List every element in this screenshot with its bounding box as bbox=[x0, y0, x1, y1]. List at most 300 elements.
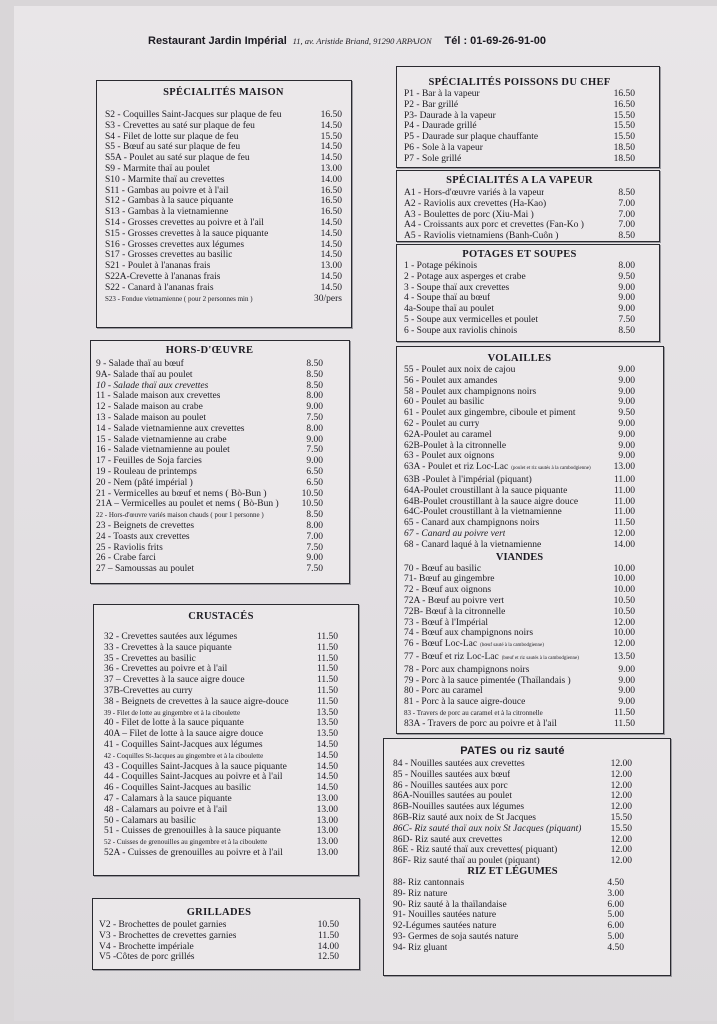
menu-item-label bbox=[404, 154, 461, 165]
dish-price: 11.50 bbox=[613, 718, 635, 729]
dish-name: P6 - Sole à la vapeur bbox=[404, 142, 483, 153]
dish-name: 19 - Rouleau de printemps bbox=[96, 466, 197, 477]
menu-item bbox=[105, 272, 342, 283]
menu-item bbox=[105, 207, 342, 218]
menu-item bbox=[404, 304, 635, 315]
dish-price: 10.00 bbox=[613, 574, 635, 585]
menu-item-label bbox=[96, 478, 193, 489]
dish-name: 17 - Feuilles de Soja farcies bbox=[96, 456, 202, 467]
dish-name: 37B-Crevettes au curry bbox=[104, 685, 193, 696]
menu-item bbox=[404, 272, 635, 283]
dish-price: 18.50 bbox=[613, 142, 635, 153]
menu-item bbox=[404, 462, 635, 475]
menu-item bbox=[96, 445, 323, 456]
dish-name: 42 - Coquilles St-Jacques au gingembre et à la ciboulette bbox=[104, 751, 264, 760]
section-title: SPÉCIALITÉS POISSONS DU CHEF bbox=[428, 77, 611, 88]
dish-note: (bœuf sauté à la cambodgienne) bbox=[480, 643, 544, 649]
dish-name: 77 - Bœuf et riz Loc-Lac bbox=[404, 651, 499, 662]
dish-price: 7.50 bbox=[306, 542, 323, 553]
dish-price: 15.50 bbox=[610, 823, 632, 834]
menu-item bbox=[404, 365, 635, 376]
dish-name: 44 - Coquilles Saint-Jacques au poivre et à l'ail bbox=[104, 772, 283, 783]
dish-price: 18.50 bbox=[613, 153, 635, 164]
menu-item bbox=[404, 607, 635, 618]
dish-name: 76 - Bœuf Loc-Lac bbox=[404, 639, 478, 650]
dish-price: 8.00 bbox=[306, 423, 323, 434]
menu-item bbox=[96, 359, 323, 370]
section-title: PATES ou riz sauté bbox=[460, 745, 565, 757]
menu-item bbox=[404, 574, 635, 585]
dish-name: 81 - Porc à la sauce aigre-douce bbox=[404, 697, 526, 708]
dish-name: 38 - Beignets de crevettes à la sauce aigre-douce bbox=[104, 696, 289, 707]
menu-item bbox=[99, 931, 339, 942]
menu-item bbox=[404, 315, 635, 326]
menu-item bbox=[404, 639, 635, 652]
dish-name: 9A- Salade thaï au poulet bbox=[96, 369, 193, 380]
dish-price: 6.00 bbox=[607, 899, 624, 910]
dish-name: 4 - Soupe thaï au bœuf bbox=[404, 293, 491, 304]
dish-name: S13 - Gambas à la vietnamienne bbox=[105, 207, 229, 218]
dish-price: 11.50 bbox=[613, 707, 635, 718]
dish-price: 14.50 bbox=[320, 282, 342, 293]
menu-item bbox=[404, 486, 635, 497]
menu-item bbox=[404, 154, 635, 165]
dish-price: 15.50 bbox=[613, 110, 635, 121]
dish-name: 50 - Calamars au basilic bbox=[104, 815, 196, 826]
menu-item bbox=[104, 816, 338, 827]
dish-name: 60 - Poulet au basilic bbox=[404, 397, 485, 408]
dish-name: 63B -Poulet à l'impérial (piquant) bbox=[404, 474, 532, 485]
dish-name: A4 - Croissants aux porc et crevettes (Fan-Ko ) bbox=[404, 220, 584, 231]
dish-price: 7.00 bbox=[618, 209, 635, 220]
dish-price: 13.50 bbox=[316, 729, 338, 740]
menu-item bbox=[105, 186, 342, 197]
menu-item-label bbox=[404, 408, 576, 419]
menu-item-label bbox=[104, 794, 232, 805]
dish-name: S14 - Grosses crevettes au poivre et à l'ail bbox=[105, 217, 264, 228]
dish-price: 14.50 bbox=[316, 772, 338, 783]
dish-price: 16.50 bbox=[320, 110, 342, 120]
menu-item bbox=[393, 813, 632, 824]
dish-name: P2 - Bar grillé bbox=[404, 99, 459, 110]
dish-price: 11.00 bbox=[613, 507, 635, 518]
menu-item-label bbox=[105, 250, 232, 261]
section-pates-riz bbox=[383, 738, 671, 976]
menu-item-label bbox=[404, 529, 505, 540]
menu-item-label bbox=[96, 413, 206, 424]
menu-item bbox=[105, 196, 342, 207]
dish-price: 6.50 bbox=[306, 477, 323, 488]
menu-item bbox=[104, 654, 338, 665]
menu-item bbox=[404, 652, 635, 665]
dish-name: 72 - Bœuf aux oignons bbox=[404, 585, 492, 596]
dish-name: 72B- Bœuf à la citronnelle bbox=[404, 606, 506, 617]
menu-item bbox=[393, 835, 632, 846]
dish-note: (poulet et riz sautés à la cambodgienne) bbox=[511, 466, 591, 472]
menu-item-label bbox=[105, 272, 220, 283]
dish-price: 8.50 bbox=[306, 380, 323, 391]
dish-name: 37 – Crevettes à la sauce aigre douce bbox=[104, 675, 245, 686]
menu-item-label bbox=[404, 261, 477, 272]
menu-item bbox=[105, 294, 342, 305]
dish-price: 9.00 bbox=[618, 365, 635, 375]
dish-name: S3 - Crevettes au saté sur plaque de feu bbox=[105, 120, 255, 131]
dish-name: 56 - Poulet aux amandes bbox=[404, 375, 498, 386]
menu-item-label bbox=[404, 564, 481, 575]
dish-price: 13.00 bbox=[316, 837, 338, 848]
dish-name: 80 - Porc au caramel bbox=[404, 686, 483, 697]
menu-item bbox=[96, 532, 323, 543]
dish-name: 63 - Poulet aux oignons bbox=[404, 451, 495, 462]
dish-price: 11.50 bbox=[317, 930, 339, 941]
menu-item bbox=[96, 456, 323, 467]
dish-price: 9.00 bbox=[306, 402, 323, 413]
menu-item-label bbox=[404, 639, 544, 652]
menu-item bbox=[393, 759, 632, 770]
section-title: VOLAILLES bbox=[487, 353, 552, 364]
dish-price: 8.50 bbox=[618, 231, 635, 242]
menu-item bbox=[105, 261, 342, 272]
dish-name: S23 - Fondue vietnamienne ( pour 2 personnes min ) bbox=[105, 294, 253, 303]
dish-price: 10.50 bbox=[317, 920, 339, 930]
menu-item-label bbox=[404, 486, 567, 497]
dish-price: 3.00 bbox=[607, 888, 624, 899]
menu-item bbox=[404, 507, 635, 518]
menu-item-label bbox=[104, 837, 267, 848]
menu-item bbox=[99, 920, 339, 931]
dish-name: V3 - Brochettes de crevettes garnies bbox=[99, 930, 237, 941]
menu-item-label bbox=[105, 110, 282, 121]
dish-name: 46 - Coquilles Saint-Jacques au basilic bbox=[104, 783, 251, 794]
menu-item-label bbox=[104, 816, 196, 827]
dish-name: 21A – Vermicelles au poulet et nems ( Bò-Bun ) bbox=[96, 499, 279, 510]
dish-price: 8.00 bbox=[618, 261, 635, 271]
dish-name: S22 - Canard à l'ananas frais bbox=[105, 282, 214, 293]
menu-item-label bbox=[104, 708, 240, 719]
dish-name: 1 - Potage pékinois bbox=[404, 261, 478, 271]
dish-name: 20 - Nem (pâté impérial ) bbox=[96, 477, 193, 488]
menu-item-label bbox=[96, 370, 193, 381]
dish-price: 16.50 bbox=[613, 99, 635, 110]
dish-price: 14.50 bbox=[316, 750, 338, 761]
dish-name: S16 - Grosses crevettes aux légumes bbox=[105, 239, 245, 250]
dish-name: V2 - Brochettes de poulet garnies bbox=[99, 920, 227, 930]
dish-name: A5 - Raviolis vietnamiens (Banh-Cuôn ) bbox=[404, 231, 559, 242]
menu-item bbox=[96, 478, 323, 489]
menu-item-label bbox=[393, 878, 464, 889]
menu-item bbox=[404, 596, 635, 607]
dish-price: 9.00 bbox=[618, 675, 635, 686]
menu-item-label bbox=[404, 708, 543, 719]
dish-name: 74 - Bœuf aux champignons noirs bbox=[404, 628, 534, 639]
menu-item bbox=[393, 791, 632, 802]
menu-item-label bbox=[404, 188, 544, 199]
dish-name: 39 - Filet de lotte au gingembre et à la ciboulette bbox=[104, 708, 241, 717]
menu-item bbox=[404, 199, 635, 210]
dish-price: 12.50 bbox=[317, 952, 339, 963]
dish-name: 40A – Filet de lotte à la sauce aigre douce bbox=[104, 729, 264, 740]
menu-item-label bbox=[404, 199, 546, 210]
menu-item bbox=[404, 376, 635, 387]
menu-item bbox=[393, 943, 624, 954]
menu-item-label bbox=[404, 585, 491, 596]
dish-price: 12.00 bbox=[613, 617, 635, 628]
dish-price: 13.00 bbox=[316, 815, 338, 826]
dish-price: 11.50 bbox=[316, 675, 338, 686]
dish-price: 14.50 bbox=[320, 142, 342, 153]
dish-name: V5 -Côtes de porc grillés bbox=[99, 952, 195, 963]
menu-item bbox=[105, 153, 342, 164]
menu-item-label bbox=[104, 740, 263, 751]
menu-item bbox=[404, 618, 635, 629]
dish-name: S21 - Poulet à l'ananas frais bbox=[105, 261, 211, 272]
menu-item-label bbox=[393, 900, 507, 911]
dish-price: 11.50 bbox=[316, 642, 338, 653]
menu-item-label bbox=[404, 132, 538, 143]
dish-price: 30/pers bbox=[314, 293, 342, 304]
dish-price: 12.00 bbox=[610, 759, 632, 769]
menu-item-label bbox=[104, 772, 282, 783]
menu-item-label bbox=[404, 293, 490, 304]
dish-name: 41 - Coquilles Saint-Jacques aux légumes bbox=[104, 739, 263, 750]
menu-item bbox=[404, 518, 635, 529]
dish-price: 11.50 bbox=[316, 632, 338, 642]
section-title: SPÉCIALITÉS MAISON bbox=[163, 87, 284, 98]
menu-item bbox=[393, 921, 624, 932]
dish-name: 33 - Crevettes à la sauce piquante bbox=[104, 642, 232, 653]
menu-item bbox=[393, 802, 632, 813]
dish-price: 14.50 bbox=[316, 783, 338, 794]
menu-item bbox=[404, 676, 635, 687]
menu-item-label bbox=[404, 596, 504, 607]
dish-name: P4 - Daurade grillé bbox=[404, 121, 477, 132]
menu-item-label bbox=[404, 143, 483, 154]
dish-price: 8.50 bbox=[306, 359, 323, 369]
menu-item-label bbox=[404, 397, 484, 408]
dish-name: 83A - Travers de porc au poivre et à l'ail bbox=[404, 718, 557, 729]
menu-item bbox=[404, 111, 635, 122]
menu-item-label bbox=[404, 507, 562, 518]
dish-name: 64C-Poulet croustillant à la vietnamienne bbox=[404, 507, 562, 518]
dish-name: 47 - Calamars à la sauce piquante bbox=[104, 793, 232, 804]
dish-price: 14.50 bbox=[320, 239, 342, 250]
menu-item bbox=[393, 781, 632, 792]
menu-item-label bbox=[104, 751, 263, 762]
section-specialites-maison bbox=[96, 80, 352, 328]
menu-item bbox=[104, 783, 338, 794]
dish-price: 12.00 bbox=[610, 791, 632, 802]
menu-item-label bbox=[96, 456, 202, 467]
menu-item-label bbox=[404, 686, 483, 697]
menu-item bbox=[96, 489, 323, 500]
menu-item bbox=[404, 220, 635, 231]
menu-item-label bbox=[404, 475, 532, 486]
dish-price: 16.50 bbox=[320, 207, 342, 218]
dish-price: 16.50 bbox=[320, 185, 342, 196]
menu-item-label bbox=[105, 283, 214, 294]
menu-item-label bbox=[96, 381, 208, 392]
menu-item-label bbox=[393, 781, 508, 792]
dish-name: S12 - Gambas à la sauce piquante bbox=[105, 196, 234, 207]
dish-name: 16 - Salade vietnamienne au poulet bbox=[96, 445, 230, 456]
dish-price: 12.00 bbox=[610, 769, 632, 780]
menu-item bbox=[404, 497, 635, 508]
dish-name: 89- Riz nature bbox=[393, 888, 448, 899]
menu-item-label bbox=[404, 665, 529, 676]
dish-price: 9.50 bbox=[618, 408, 635, 419]
menu-item-label bbox=[404, 451, 494, 462]
menu-item-label bbox=[96, 510, 264, 521]
dish-price: 12.00 bbox=[610, 834, 632, 845]
menu-item-label bbox=[393, 921, 496, 932]
dish-price: 11.00 bbox=[613, 485, 635, 496]
section-vapeur bbox=[396, 170, 660, 242]
menu-item bbox=[404, 719, 635, 730]
menu-item bbox=[404, 628, 635, 639]
menu-item bbox=[104, 848, 338, 859]
dish-price: 9.00 bbox=[618, 304, 635, 315]
section-title: POTAGES ET SOUPES bbox=[462, 249, 577, 260]
menu-item-label bbox=[105, 153, 250, 164]
dish-price: 12.00 bbox=[613, 528, 635, 539]
menu-item bbox=[105, 240, 342, 251]
menu-item-label bbox=[404, 652, 579, 665]
dish-name: 78 - Porc aux champignons noirs bbox=[404, 664, 530, 675]
dish-price: 9.00 bbox=[618, 282, 635, 293]
dish-name: 68 - Canard laqué à la vietnamienne bbox=[404, 539, 542, 550]
menu-item bbox=[105, 132, 342, 143]
menu-item-label bbox=[404, 121, 477, 132]
menu-item bbox=[393, 932, 624, 943]
dish-name: P3- Daurade à la vapeur bbox=[404, 110, 496, 121]
dish-price: 13.00 bbox=[316, 826, 338, 837]
dish-name: 4a-Soupe thaï au poulet bbox=[404, 304, 494, 315]
dish-name: P7 - Sole grillé bbox=[404, 153, 462, 164]
menu-item bbox=[104, 772, 338, 783]
dish-name: 10 - Salade thaï aux crevettes bbox=[96, 380, 209, 391]
dish-price: 11.50 bbox=[316, 696, 338, 707]
dish-price: 13.50 bbox=[613, 651, 635, 662]
dish-name: A3 - Boulettes de porc (Xiu-Mai ) bbox=[404, 209, 534, 220]
menu-item bbox=[104, 751, 338, 762]
dish-price: 10.00 bbox=[613, 628, 635, 639]
menu-item bbox=[104, 697, 338, 708]
menu-item-label bbox=[404, 628, 533, 639]
dish-name: 52 - Cuisses de grenouilles au gingembre et à la ciboulette bbox=[104, 838, 268, 847]
menu-item bbox=[105, 283, 342, 294]
menu-item-label bbox=[104, 643, 232, 654]
dish-name: 86A-Nouilles sautées au poulet bbox=[393, 791, 512, 802]
dish-name: 22 - Hors-d'œuvre variés maison chauds ( pour 1 personne ) bbox=[96, 511, 264, 520]
menu-item-label bbox=[104, 664, 227, 675]
dish-name: 72A - Bœuf au poivre vert bbox=[404, 595, 504, 606]
menu-item bbox=[96, 467, 323, 478]
menu-item-label bbox=[96, 499, 279, 510]
dish-price: 14.50 bbox=[320, 153, 342, 164]
dish-price: 9.00 bbox=[306, 553, 323, 564]
dish-price: 8.00 bbox=[306, 391, 323, 402]
menu-item-label bbox=[104, 718, 244, 729]
menu-item-label bbox=[393, 824, 581, 835]
menu-item bbox=[404, 89, 635, 100]
menu-item-label bbox=[393, 759, 525, 770]
menu-item-label bbox=[105, 261, 210, 272]
menu-item-label bbox=[105, 121, 255, 132]
menu-item-label bbox=[393, 813, 536, 824]
dish-name: S17 - Grosses crevettes au basilic bbox=[105, 250, 233, 261]
dish-name: 40 - Filet de lotte à la sauce piquante bbox=[104, 718, 244, 729]
restaurant-header bbox=[148, 35, 546, 47]
dish-price: 9.00 bbox=[618, 664, 635, 675]
menu-item-label bbox=[105, 132, 239, 143]
dish-price: 8.50 bbox=[306, 369, 323, 380]
dish-price: 14.50 bbox=[320, 271, 342, 282]
menu-item-label bbox=[104, 762, 287, 773]
menu-item bbox=[96, 553, 323, 564]
menu-item bbox=[404, 100, 635, 111]
menu-item bbox=[96, 424, 323, 435]
dish-price: 6.00 bbox=[607, 921, 624, 932]
dish-name: 92-Légumes sautées nature bbox=[393, 921, 497, 932]
dish-name: S2 - Coquilles Saint-Jacques sur plaque de feu bbox=[105, 110, 282, 120]
dish-price: 11.00 bbox=[613, 496, 635, 507]
menu-item-label bbox=[104, 805, 227, 816]
menu-item-label bbox=[96, 424, 245, 435]
menu-item bbox=[105, 175, 342, 186]
dish-name: 5 - Soupe aux vermicelles et poulet bbox=[404, 314, 539, 325]
dish-name: S22A-Crevette à l'ananas frais bbox=[105, 271, 221, 282]
dish-name: 25 - Raviolis frits bbox=[96, 542, 163, 553]
menu-item-label bbox=[104, 686, 193, 697]
dish-name: 3 - Soupe thaï aux crevettes bbox=[404, 282, 510, 293]
dish-name: 86D- Riz sauté aux crevettes bbox=[393, 834, 503, 845]
menu-item-label bbox=[393, 910, 496, 921]
menu-item-label bbox=[404, 430, 492, 441]
menu-item bbox=[404, 231, 635, 242]
dish-name: 67 - Canard au poivre vert bbox=[404, 528, 506, 539]
dish-name: S5A - Poulet au saté sur plaque de feu bbox=[105, 153, 250, 164]
menu-item-label bbox=[105, 196, 233, 207]
menu-item bbox=[105, 110, 342, 121]
dish-name: 86B-Nouilles sautées aux légumes bbox=[393, 802, 525, 813]
dish-name: 27 – Samoussas au poulet bbox=[96, 564, 195, 575]
menu-item bbox=[404, 529, 635, 540]
menu-item-label bbox=[404, 618, 488, 629]
menu-item bbox=[104, 740, 338, 751]
dish-price: 11.50 bbox=[316, 653, 338, 664]
menu-item-label bbox=[404, 518, 539, 529]
dish-name: 64A-Poulet croustillant à la sauce piquante bbox=[404, 485, 568, 496]
menu-item bbox=[104, 718, 338, 729]
dish-name: P5 - Daurade sur plaque chauffante bbox=[404, 132, 539, 143]
menu-item bbox=[404, 441, 635, 452]
menu-item-label bbox=[393, 835, 502, 846]
menu-item-label bbox=[96, 553, 156, 564]
menu-item-label bbox=[96, 391, 220, 402]
menu-item-label bbox=[96, 445, 230, 456]
menu-item bbox=[404, 283, 635, 294]
menu-item-label bbox=[96, 359, 184, 370]
restaurant-name: Restaurant Jardin Impérial bbox=[148, 35, 287, 47]
dish-price: 8.50 bbox=[306, 510, 323, 521]
dish-price: 7.00 bbox=[618, 220, 635, 231]
menu-item-label bbox=[404, 419, 479, 430]
menu-item bbox=[404, 408, 635, 419]
menu-item-label bbox=[404, 607, 505, 618]
menu-item bbox=[96, 391, 323, 402]
menu-item-label bbox=[105, 207, 228, 218]
menu-item-label bbox=[99, 942, 194, 953]
